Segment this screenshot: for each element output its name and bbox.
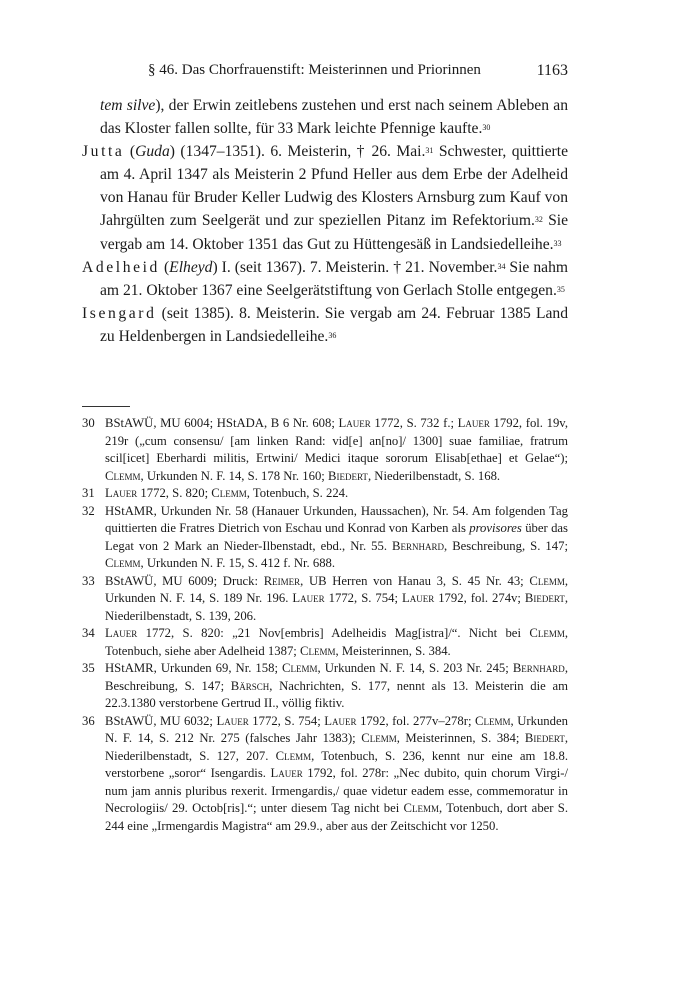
footnote-ref: 30 [482, 123, 491, 133]
footnote-31 [82, 485, 568, 503]
author-name: Lauer [105, 486, 138, 500]
entry-isengard [82, 302, 568, 348]
author-name: Lauer [216, 713, 249, 728]
footnote-ref: 31 [425, 146, 434, 156]
footnote-number: 35 [82, 661, 95, 675]
entry-text: ) (1347–1351). 6. Meisterin, † 26. Mai. [169, 143, 426, 161]
footnote-number: 34 [82, 626, 95, 640]
footnote-number: 31 [82, 486, 95, 500]
entry-text: Sie nahm am 21. Oktober 1367 eine Seelgerätstiftung von Gerlach Stolle entgegen. [100, 258, 568, 299]
footnote-number: 32 [82, 503, 95, 518]
entry-text: Schwester, quittierte am 4. April 1347 als Meisterin 2 Pfund Heller aus dem Erbe der Adelheid von Hanau für Bruder Keller Ludwig des Klosters Arnsburg zum Kauf von Jahrgülten zum Seelgerät und zur speziellen Pitanz im Refektorium. [100, 143, 569, 230]
footnote-ref: 36 [328, 330, 337, 340]
italic-text: tem silve [100, 97, 156, 114]
footnote-text: , Totenbuch, S. 236, kennt nur eine am 18.8. verstorbene „soror“ Isengardis. [105, 748, 568, 780]
footnote-text: 1792, fol. 277v–278r; [356, 713, 476, 728]
author-name: Clemm [361, 731, 397, 745]
footnote-text: 1772, S. 754; [324, 591, 402, 605]
entry-text: Sie vergab am 14. Oktober 1351 das Gut zu Hüttengesäß in Landsiedelleihe. [100, 212, 568, 253]
paragraph-continuation [82, 94, 568, 140]
author-name: Bernhard [512, 661, 565, 675]
footnote-text: , Meisterinnen, S. 384; [396, 731, 525, 745]
alias-name: Elheyd [169, 258, 213, 276]
footnote-ref: 33 [553, 238, 562, 248]
author-name: Clemm [282, 661, 318, 675]
author-name: Lauer [292, 591, 325, 605]
author-name: Lauer [401, 591, 435, 605]
footnote-text: 1792, fol. 19v, 219r („cum consensu/ [am linken Rand: vid[e] an[no]/ 1300] suae familiae, fratrum scil[icet] Eberhardi militis, Ertwini/ Medici itaque sororum Elisab[ethae] et Gelae“); [105, 416, 568, 465]
footnote-number: 36 [82, 713, 95, 728]
author-name: Clemm [403, 801, 440, 815]
footnote-34 [82, 625, 568, 660]
footnote-text: , Niederilbenstadt, S. 127, 207. [105, 731, 568, 763]
footnote-text: , Urkunden N. F. 14, S. 203 Nr. 245; [317, 661, 513, 675]
footnote-text: 1792, fol. 278r: „Nec dubito, quin chorum Virgi-/ num jam annis pluribus rexerit. Irmengardis,/ quae videtur eadem esse, commemoratur in Necrologiis/ 29. Octob[ris].“; unter diesem Tag nicht bei [105, 766, 568, 815]
author-name: Biedert [328, 468, 368, 483]
footnote-text: , Niederilbenstadt, S. 168. [367, 468, 501, 483]
author-name: Clemm [475, 713, 511, 728]
author-name: Clemm [275, 748, 312, 763]
footnote-number: 33 [82, 573, 95, 588]
footnote-30 [82, 415, 568, 485]
author-name: Clemm [529, 626, 565, 640]
author-name: Lauer [324, 713, 357, 728]
running-title: § 46. Das Chorfrauenstift: Meisterinnen und Priorinnen [148, 62, 481, 78]
author-name: Clemm [300, 643, 336, 658]
author-name: Reimer [263, 573, 301, 588]
running-head [82, 62, 568, 82]
footnote-text: 1772, S. 820: „21 Nov[embris] Adelheidis Mag[istra]/“. Nicht bei [137, 626, 530, 640]
footnote-text: BStAWÜ, MU 6032; [105, 713, 217, 728]
author-name: Biedert [524, 591, 565, 605]
footnote-text: BStAWÜ, MU 6004; HStADA, B 6 Nr. 608; [105, 416, 339, 430]
footnote-text: , Urkunden N. F. 15, S. 412 f. Nr. 688. [140, 556, 336, 570]
entry-name: Jutta [82, 143, 125, 161]
footnote-text: , Urkunden N. F. 14, S. 178 Nr. 160; [140, 468, 329, 483]
author-name: Clemm [105, 556, 141, 570]
entry-adelheid [82, 256, 568, 302]
author-name: Clemm [105, 468, 141, 483]
footnote-text: 1792, fol. 274v; [434, 591, 525, 605]
footnote-text: HStAMR, Urkunden 69, Nr. 158; [105, 661, 283, 675]
footnote-text: , Urkunden N. F. 14, S. 189 Nr. 196. [105, 573, 568, 605]
main-text [82, 94, 568, 348]
footnote-text: , Beschreibung, S. 147; [105, 661, 568, 693]
footnote-number: 30 [82, 416, 95, 430]
entry-text: ) I. (seit 1367). 7. Meisterin. † 21. November. [212, 258, 498, 276]
entry-name: Isengard [82, 304, 157, 322]
footnote-text: über das Legat von 2 Mark an Nieder-Ilbenstadt, ebd., Nr. 55. [105, 521, 568, 553]
footnote-text: , Beschreibung, S. 147; [444, 538, 568, 553]
paragraph-text: ), der Erwin zeitlebens zustehen und erst nach seinem Ableben an das Kloster fallen sollte, für 33 Mark leichte Pfennige kaufte. [100, 97, 568, 138]
author-name: Lauer [270, 766, 303, 780]
entry-text: (seit 1385). 8. Meisterin. Sie vergab am 24. Februar 1385 Land zu Heldenbergen in Landsiedelleihe. [100, 304, 568, 345]
page-number: 1163 [536, 62, 568, 79]
footnote-text: , Totenbuch, dort aber S. 244 eine „Irmengardis Magistra“ am 29.9., aber aus der Zeitschicht vor 1250. [105, 801, 568, 833]
footnote-ref: 35 [556, 284, 565, 294]
footnote-text: , Totenbuch, S. 224. [246, 486, 349, 500]
footnote-text: , UB Herren von Hanau 3, S. 45 Nr. 43; [300, 573, 530, 588]
footnote-text: 1772, S. 754; [248, 713, 325, 728]
paren: ( [159, 258, 170, 276]
footnote-text: BStAWÜ, MU 6009; Druck: [105, 573, 264, 588]
footnote-text: 1772, S. 820; [137, 486, 212, 500]
footnotes [82, 415, 568, 835]
author-name: Clemm [529, 573, 565, 588]
footnote-text: 1772, S. 732 f.; [370, 416, 458, 430]
footnote-ref: 32 [534, 215, 543, 225]
footnote-text: , Totenbuch, siehe aber Adelheid 1387; [105, 626, 568, 658]
footnote-rule [82, 406, 130, 407]
footnote-text: , Nachrichten, S. 177, nennt als 13. Meisterin die am 22.3.1380 verstorbene Gertrud II., völlig fiktiv. [105, 678, 568, 710]
entry-name: Adelheid [82, 258, 160, 276]
italic-term: provisores [469, 521, 522, 535]
author-name: Bernhard [392, 538, 445, 553]
author-name: Biedert [524, 731, 565, 745]
author-name: Clemm [211, 486, 247, 500]
footnote-35 [82, 660, 568, 713]
alias-name: Guda [135, 143, 170, 161]
author-name: Lauer [338, 416, 371, 430]
author-name: Lauer [457, 416, 490, 430]
footnote-text: , Niederilbenstadt, S. 139, 206. [105, 591, 568, 623]
footnote-36 [82, 713, 568, 836]
author-name: Bärsch [230, 678, 270, 693]
entry-jutta [82, 140, 568, 255]
footnote-32 [82, 503, 568, 573]
footnote-text: HStAMR, Urkunden Nr. 58 (Hanauer Urkunden, Haussachen), Nr. 54. Am folgenden Tag quittierten die Fratres Dietrich von Eschau und Konrad von Karben als [105, 503, 568, 535]
footnote-text: , Urkunden N. F. 14, S. 212 Nr. 275 (falsches Jahr 1383); [105, 713, 568, 745]
footnote-ref: 34 [497, 261, 506, 271]
footnote-33 [82, 573, 568, 626]
paren: ( [124, 143, 136, 161]
footnote-text: , Meisterinnen, S. 384. [335, 643, 451, 658]
author-name: Lauer [105, 626, 138, 640]
